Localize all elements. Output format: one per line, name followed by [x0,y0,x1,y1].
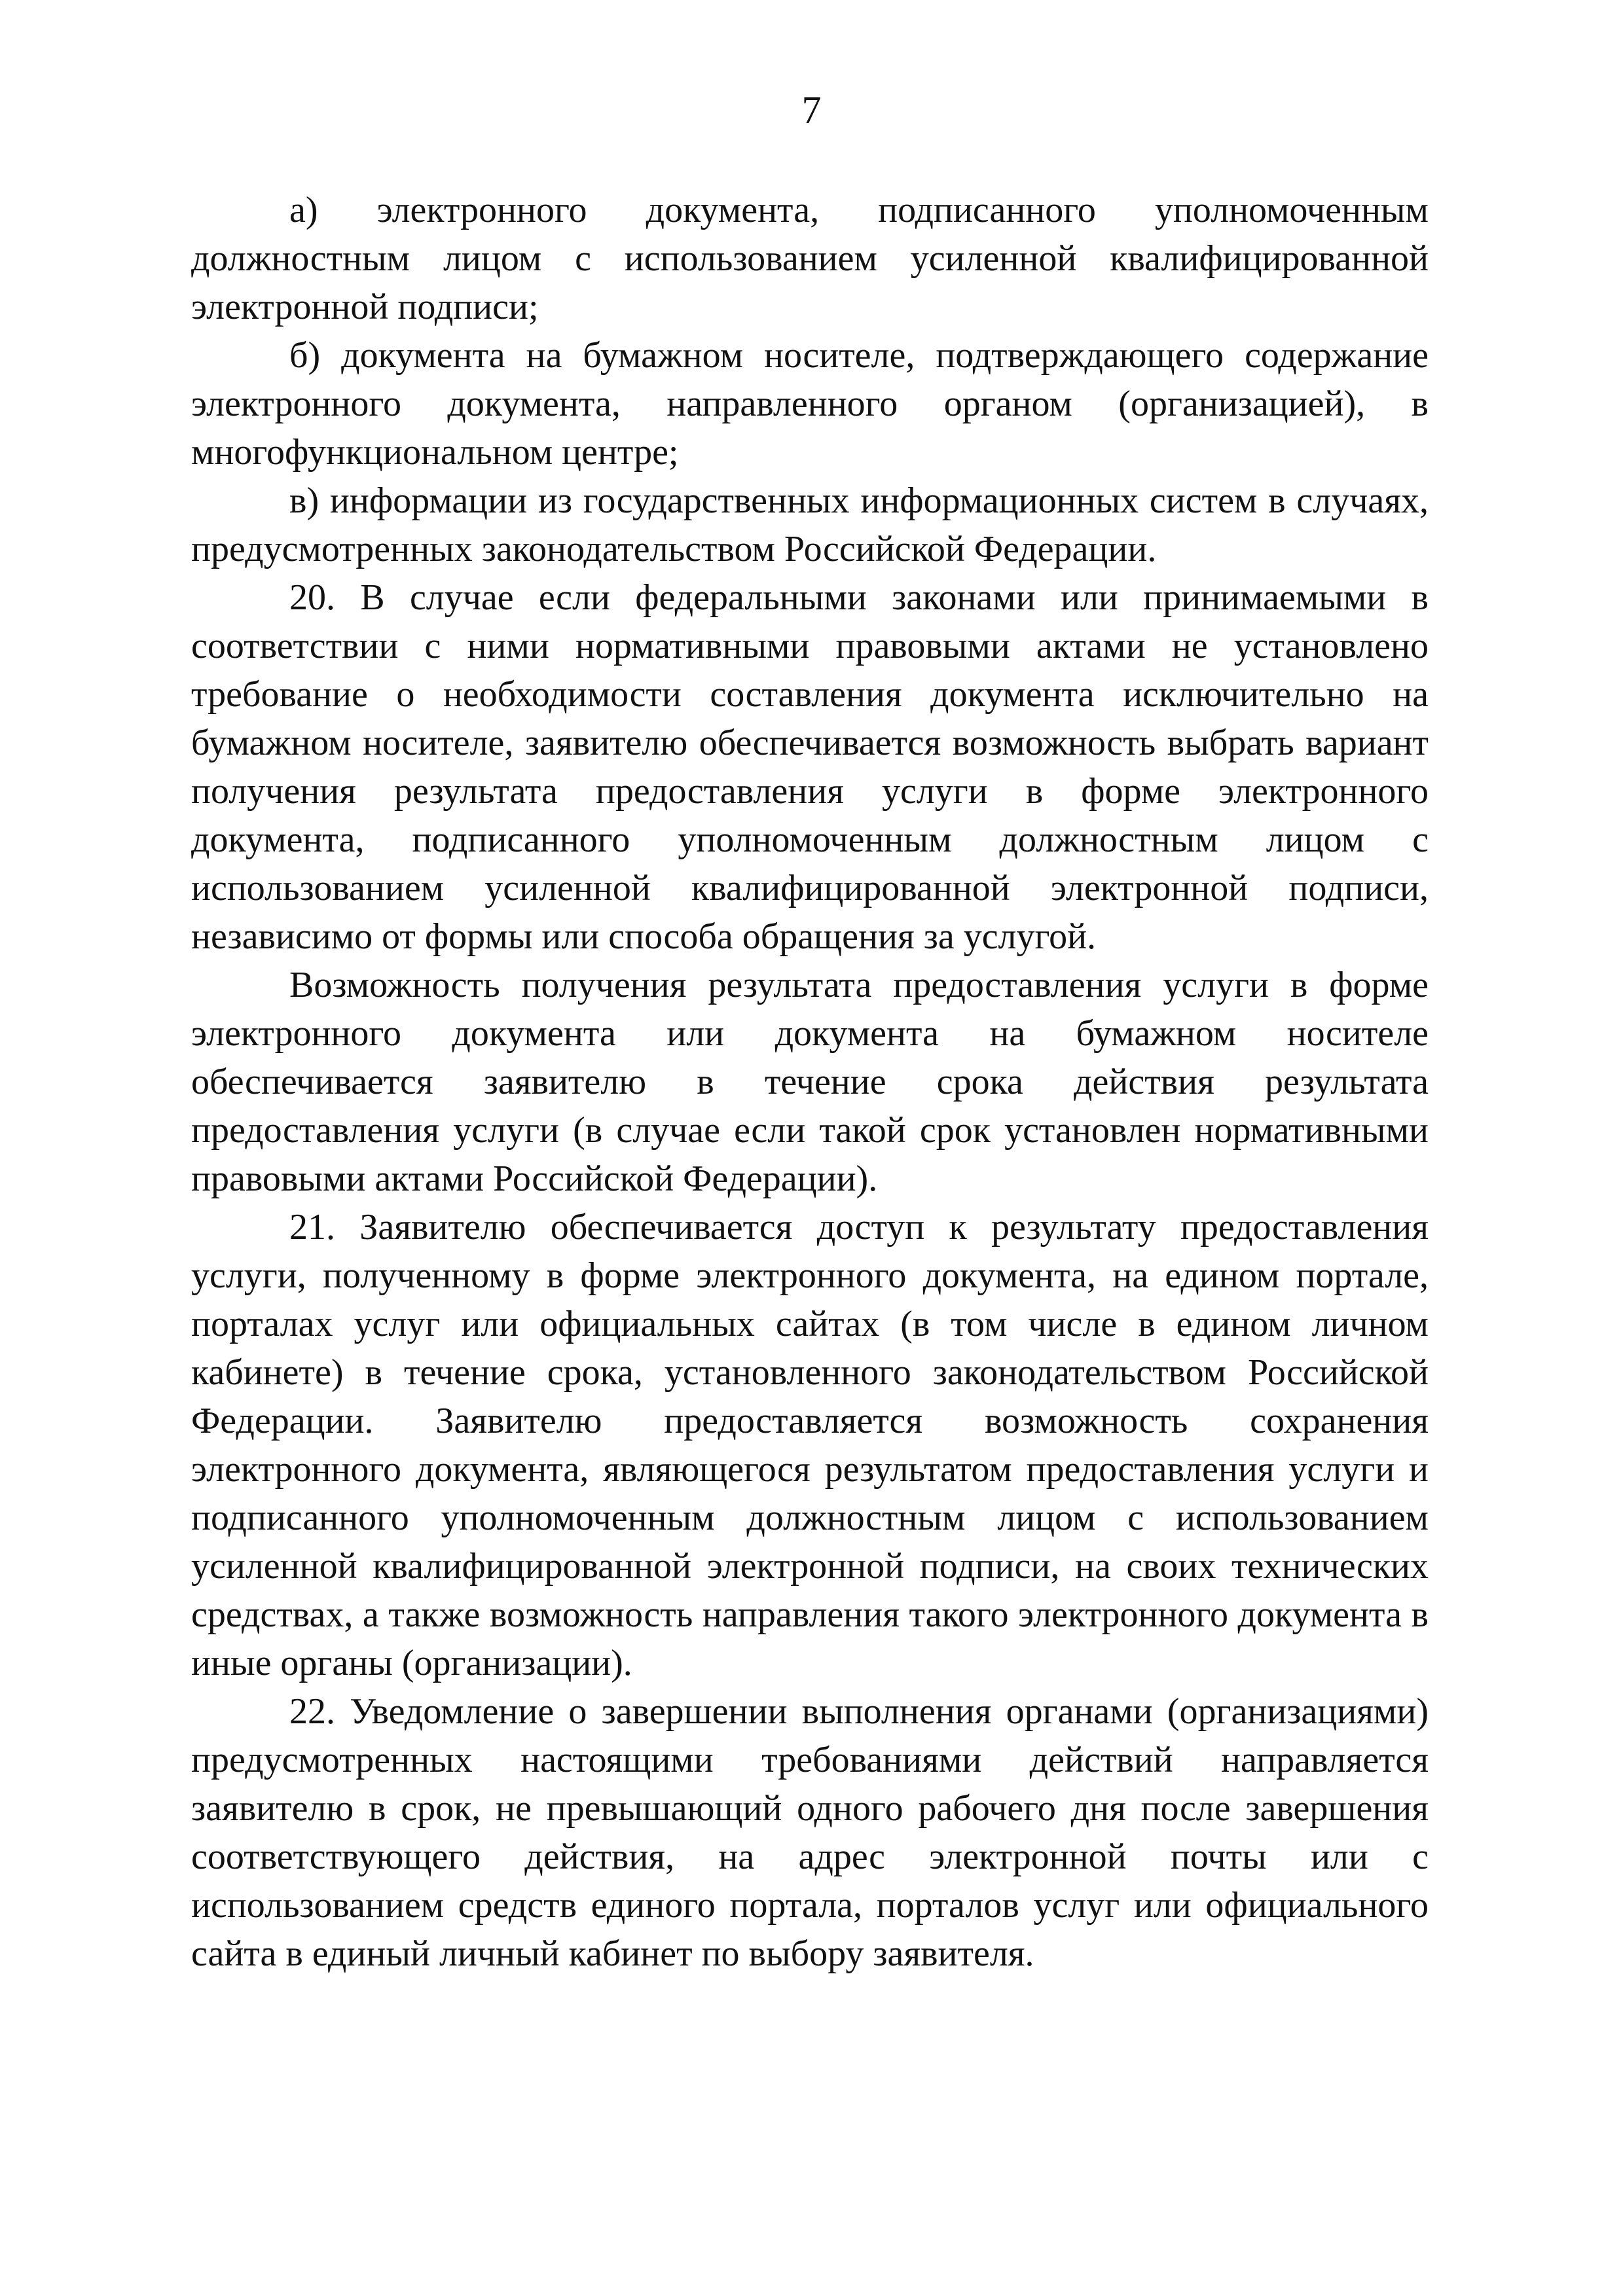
paragraph-item-a: а) электронного документа, подписанного уполномоченным должностным лицом с использованием усиленной квалифицированной электронной подписи; [191,190,1429,327]
paragraph-20: 20. В случае если федеральными законами или принимаемыми в соответствии с ними нормативными правовыми актами не установлено требование о необходимости составления документа исключительно на бумажном носителе, заявителю обеспечивается возможность выбрать вариант получения результата предоставления услуги в форме электронного документа, подписанного уполномоченным должностным лицом с использованием усиленной квалифицированной электронной подписи, независимо от формы или способа обращения за услугой. [191,577,1429,957]
paragraph-item-b: б) документа на бумажном носителе, подтверждающего содержание электронного документа, направленного органом (организацией), в многофункциональном центре; [191,335,1429,473]
page-number: 7 [801,88,822,132]
paragraph-21: 21. Заявителю обеспечивается доступ к результату предоставления услуги, полученному в форме электронного документа, на едином портале, порталах услуг или официальных сайтах (в том числе в едином личном кабинете) в течение срока, установленного законодательством Российской Федерации. Заявителю предоставляется возможность сохранения электронного документа, являющегося результатом предоставления услуги и подписанного уполномоченным должностным лицом с использованием усиленной квалифицированной электронной подписи, на своих технических средствах, а также возможность направления такого электронного документа в иные органы (организации). [191,1207,1429,1683]
document-body [191,186,1429,1978]
paragraph-item-v: в) информации из государственных информационных систем в случаях, предусмотренных законодательством Российской Федерации. [191,480,1429,569]
paragraph-20-continued: Возможность получения результата предоставления услуги в форме электронного документа или документа на бумажном носителе обеспечивается заявителю в течение срока действия результата предоставления услуги (в случае если такой срок установлен нормативными правовыми актами Российской Федерации). [191,965,1429,1199]
paragraph-22: 22. Уведомление о завершении выполнения органами (организациями) предусмотренных настоящими требованиями действий направляется заявителю в срок, не превышающий одного рабочего дня после завершения соответствующего действия, на адрес электронной почты или с использованием средств единого портала, порталов услуг или официального сайта в единый личный кабинет по выбору заявителя. [191,1691,1429,1974]
